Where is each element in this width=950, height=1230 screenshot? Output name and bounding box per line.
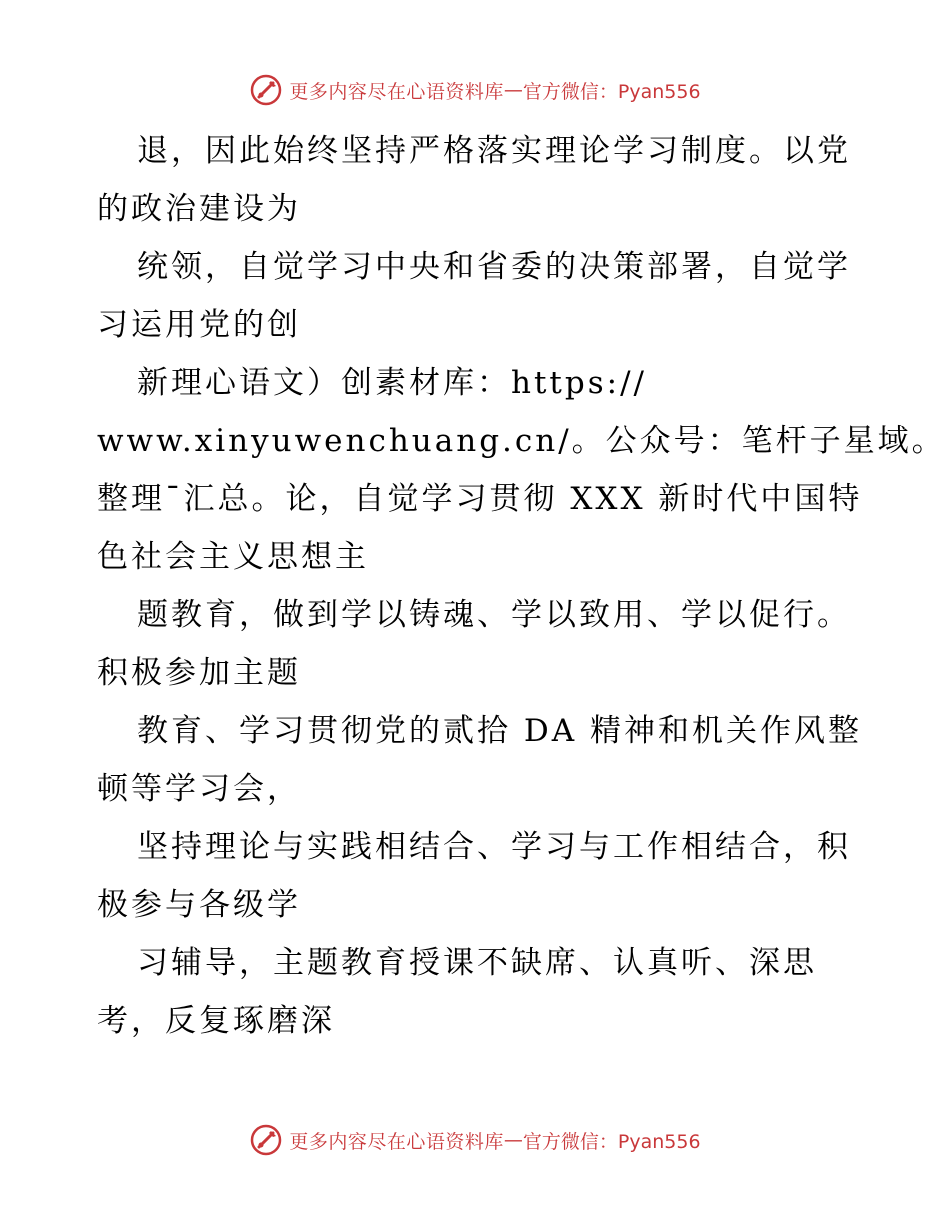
header-wechat-text: 官方微信：Pyan556: [522, 80, 701, 103]
logo-icon: [249, 73, 283, 107]
header-site-text: 更多内容尽在心语资料库: [289, 80, 504, 103]
body-line: www.xinyuwenchuang.cn/。公众号：笔杆子星域。: [97, 423, 946, 459]
body-line: 教育、学习贯彻党的贰拾 DA 精神和机关作风整: [137, 713, 862, 749]
body-line: 极参与各级学: [97, 887, 301, 923]
body-line: 整理¯汇总。论，自觉学习贯彻 XXX 新时代中国特: [97, 481, 863, 517]
body-line: 统领，自觉学习中央和省委的决策部署，自觉学: [137, 249, 851, 285]
body-line: 新理心语文）创素材库：https://: [137, 365, 647, 401]
body-line: 退，因此始终坚持严格落实理论学习制度。以党: [137, 133, 851, 169]
body-line: 色社会主义思想主: [97, 539, 369, 575]
footer-banner: [0, 1120, 950, 1160]
body-line: 习运用党的创: [97, 307, 301, 343]
footer-separator: —: [503, 1129, 523, 1151]
header-banner: [0, 70, 950, 110]
document-body: [97, 122, 946, 1050]
footer-site-text: 更多内容尽在心语资料库: [289, 1130, 504, 1153]
body-line: 顿等学习会，: [97, 771, 301, 807]
body-line: 题教育，做到学以铸魂、学以致用、学以促行。: [137, 597, 851, 633]
body-line: 考，反复琢磨深: [97, 1003, 335, 1039]
header-separator: —: [503, 79, 523, 101]
body-line: 习辅导，主题教育授课不缺席、认真听、深思: [137, 945, 817, 981]
body-line: 坚持理论与实践相结合、学习与工作相结合，积: [137, 829, 851, 865]
body-line: 积极参加主题: [97, 655, 301, 691]
body-line: 的政治建设为: [97, 191, 301, 227]
footer-wechat-text: 官方微信：Pyan556: [522, 1130, 701, 1153]
logo-icon: [249, 1123, 283, 1157]
